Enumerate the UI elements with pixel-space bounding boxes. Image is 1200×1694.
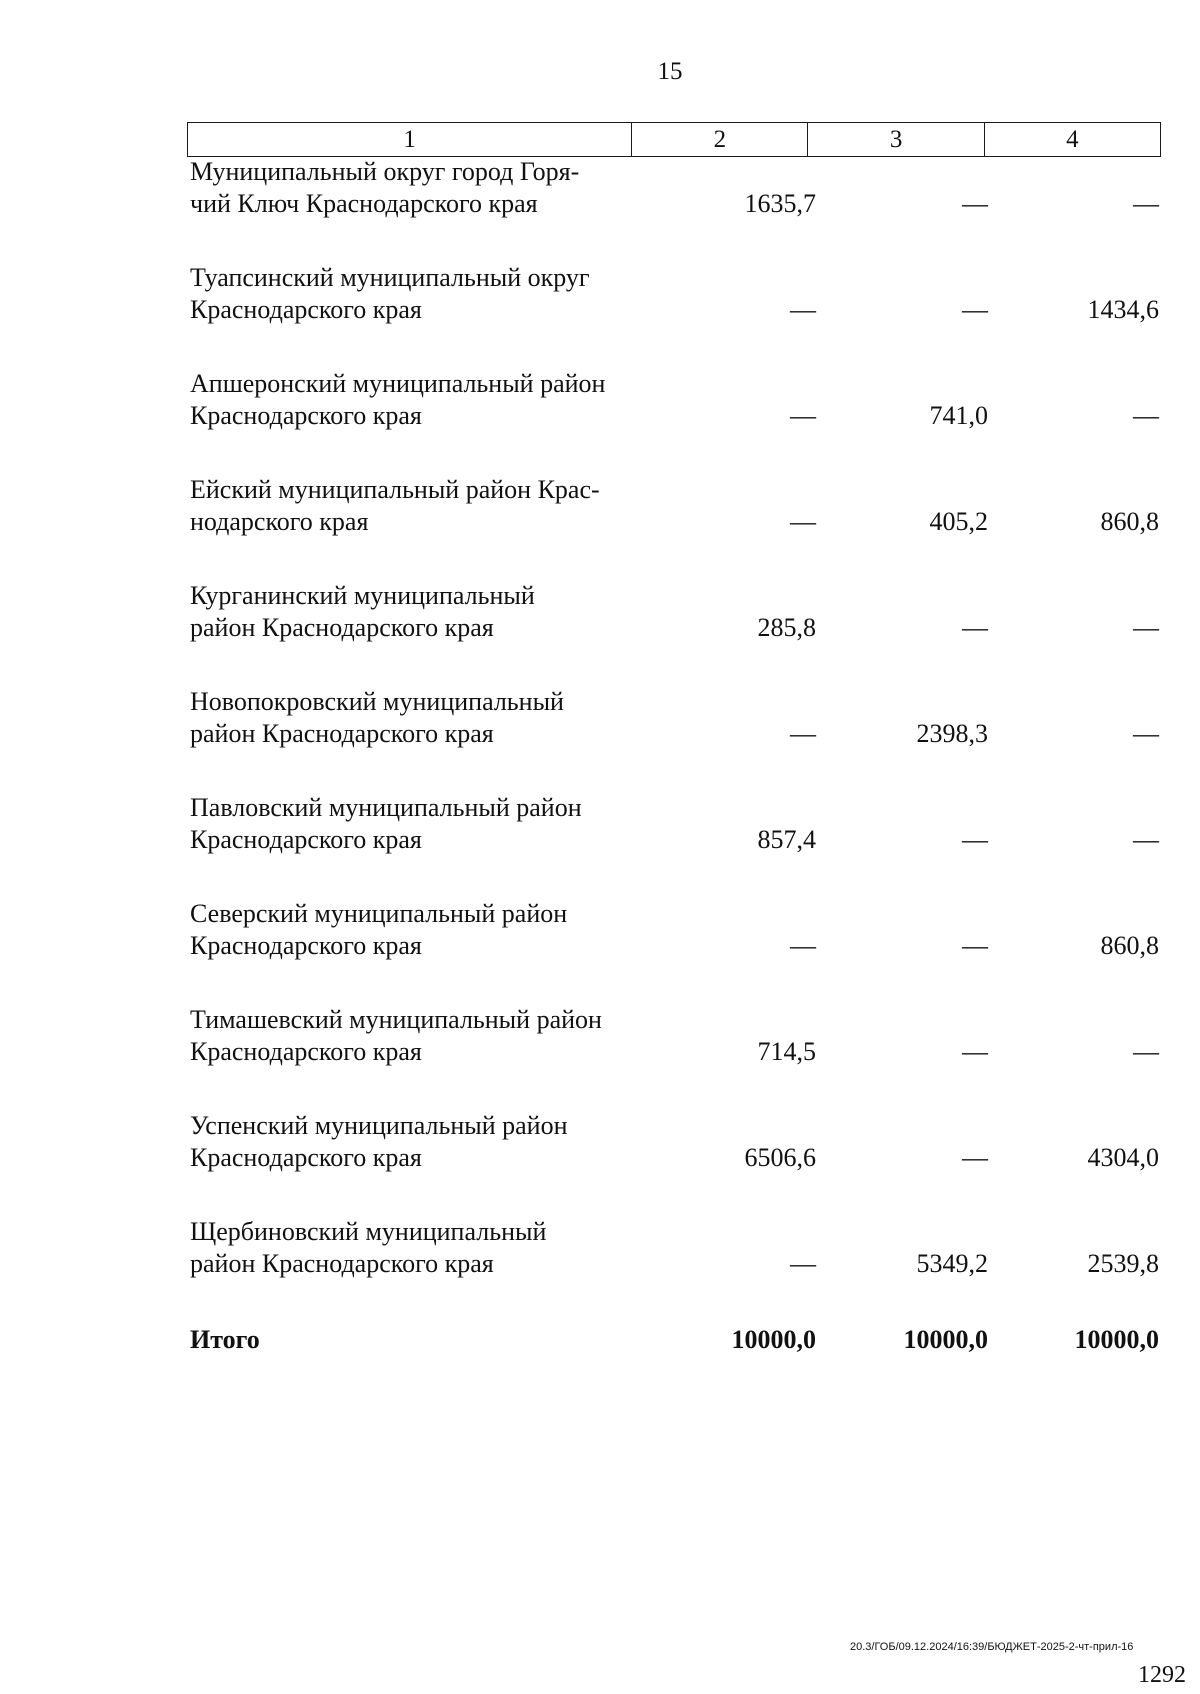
cell-col-3: 741,0 (929, 401, 988, 430)
row-name: Муниципальный округ город Горя- чий Ключ Краснодарского края (190, 157, 580, 218)
cell-col-2: 1635,7 (744, 189, 816, 218)
cell-col-4: — (1133, 825, 1159, 854)
cell-col-3: — (962, 295, 988, 324)
row-name: Северский муниципальный район Краснодарского края (190, 899, 568, 960)
cell-col-4: — (1133, 401, 1159, 430)
cell-col-3: — (962, 613, 988, 642)
document-code: 20.3/ГОБ/09.12.2024/16:39/БЮДЖЕТ-2025-2-чт-прил-16 (850, 1641, 1134, 1653)
cell-col-3: 5349,2 (916, 1249, 988, 1278)
row-name: Новопокровский муниципальный район Краснодарского края (190, 687, 564, 748)
cell-col-4: — (1133, 189, 1159, 218)
cell-col-2: — (790, 295, 816, 324)
header-col-2: 2 (632, 123, 808, 157)
row-name: Апшеронский муниципальный район Краснодарского края (190, 369, 606, 430)
cell-col-2: — (790, 401, 816, 430)
total-col-3: 10000,0 (903, 1325, 988, 1354)
row-name: Туапсинский муниципальный округ Краснодарского края (190, 263, 590, 324)
row-name: Успенский муниципальный район Краснодарского края (190, 1111, 568, 1172)
page-number: 15 (657, 58, 683, 85)
cell-col-3: — (962, 931, 988, 960)
cell-col-4: 860,8 (1100, 507, 1159, 536)
cell-col-2: 857,4 (757, 825, 816, 854)
cell-col-2: 714,5 (757, 1037, 816, 1066)
header-col-1: 1 (188, 123, 632, 157)
cell-col-4: 860,8 (1100, 931, 1159, 960)
cell-col-4: — (1133, 613, 1159, 642)
cell-col-2: 6506,6 (744, 1143, 816, 1172)
total-col-4: 10000,0 (1074, 1325, 1159, 1354)
cell-col-2: — (790, 931, 816, 960)
cell-col-2: — (790, 719, 816, 748)
cell-col-3: 2398,3 (916, 719, 988, 748)
cell-col-4: 2539,8 (1087, 1249, 1159, 1278)
cell-col-3: — (962, 825, 988, 854)
total-col-2: 10000,0 (731, 1325, 816, 1354)
cell-col-4: 4304,0 (1087, 1143, 1159, 1172)
row-name: Ейский муниципальный район Крас- нодарского края (190, 475, 600, 536)
cell-col-2: 285,8 (757, 613, 816, 642)
row-name: Щербиновский муниципальный район Краснодарского края (190, 1217, 547, 1278)
header-col-4: 4 (984, 123, 1160, 157)
cell-col-3: — (962, 1143, 988, 1172)
row-name: Павловский муниципальный район Краснодарского края (190, 793, 582, 854)
cell-col-3: 405,2 (929, 507, 988, 536)
header-col-3: 3 (808, 123, 984, 157)
total-label: Итого (190, 1325, 260, 1354)
cell-col-4: — (1133, 1037, 1159, 1066)
cell-col-3: — (962, 1037, 988, 1066)
row-name: Тимашевский муниципальный район Краснодарского края (190, 1005, 602, 1066)
cell-col-4: 1434,6 (1087, 295, 1159, 324)
sheet-number: 1292 (1138, 1662, 1186, 1688)
cell-col-3: — (962, 189, 988, 218)
cell-col-2: — (790, 507, 816, 536)
cell-col-4: — (1133, 719, 1159, 748)
row-name: Курганинский муниципальный район Краснодарского края (190, 581, 535, 642)
cell-col-2: — (790, 1249, 816, 1278)
